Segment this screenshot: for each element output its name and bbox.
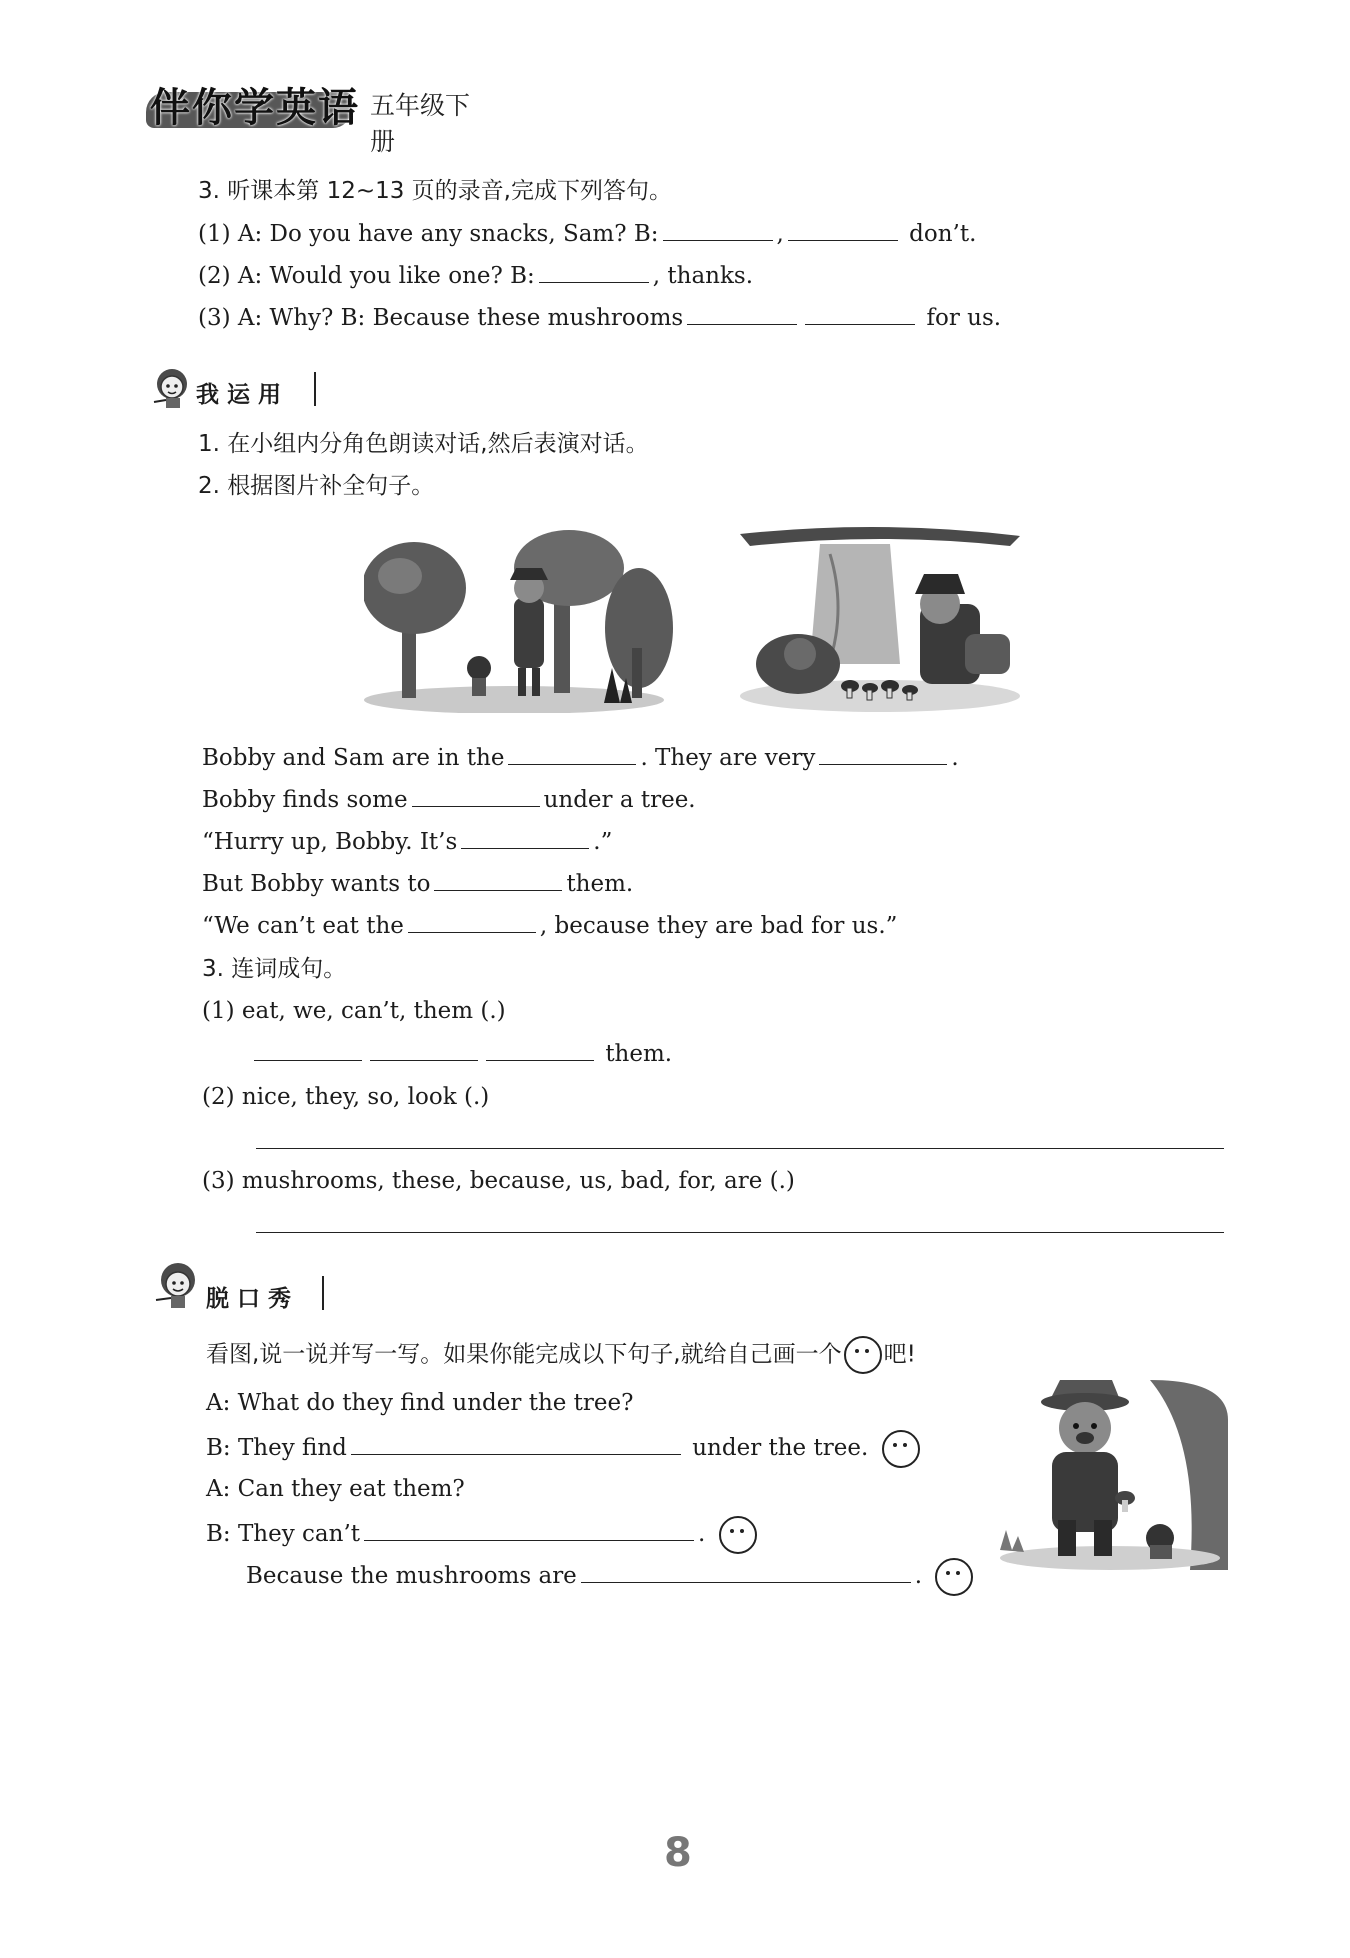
answer-blank[interactable] (408, 910, 536, 933)
answer-blank[interactable] (364, 1518, 694, 1541)
word-order-prompt-3: (3) mushrooms, these, because, us, bad, for, are (.) (202, 1168, 795, 1194)
word-order-answer-1: them. (250, 1038, 672, 1069)
mushrooms-under-tree-illustration (740, 524, 1020, 714)
listening-line-2: (2) A: Would you like one? B: , thanks. (198, 260, 753, 291)
listening-task-title: 3. 听课本第 12~13 页的录音,完成下列答句。 (198, 178, 672, 204)
story-sentence-2: Bobby finds some under a tree. (202, 784, 696, 815)
answer-blank[interactable] (805, 302, 915, 325)
section-talk-title: 脱口秀 (206, 1286, 299, 1312)
section-use-heading (146, 362, 326, 414)
story-sentence-4: But Bobby wants to them. (202, 868, 633, 899)
answer-blank[interactable] (461, 826, 589, 849)
dialogue-line-5: Because the mushrooms are . (246, 1558, 973, 1596)
dialogue-line-4: B: They can’t . (206, 1516, 757, 1554)
smiley-icon[interactable] (882, 1430, 920, 1468)
dialogue-line-1: A: What do they find under the tree? (206, 1390, 634, 1416)
use-item-1: 1. 在小组内分角色朗读对话,然后表演对话。 (198, 431, 649, 457)
boy-mascot-icon (150, 1256, 206, 1316)
talk-intro: 看图,说一说并写一写。如果你能完成以下句子,就给自己画一个 吧! (206, 1336, 916, 1374)
heading-divider (314, 372, 316, 406)
answer-blank[interactable] (581, 1560, 911, 1583)
word-order-prompt-1: (1) eat, we, can’t, them (.) (202, 998, 506, 1024)
story-sentence-1: Bobby and Sam are in the . They are very . (202, 742, 959, 773)
dialogue-line-3: A: Can they eat them? (206, 1476, 465, 1502)
answer-blank[interactable] (539, 260, 649, 283)
answer-blank[interactable] (486, 1038, 594, 1061)
girl-mascot-icon (146, 362, 198, 414)
section-talk-heading (150, 1256, 330, 1316)
answer-blank[interactable] (434, 868, 562, 891)
answer-line-2[interactable] (256, 1148, 1224, 1149)
answer-blank[interactable] (351, 1432, 681, 1455)
answer-blank[interactable] (663, 218, 773, 241)
listening-line-3: (3) A: Why? B: Because these mushrooms for us. (198, 302, 1001, 333)
page-number: 8 (664, 1830, 692, 1876)
answer-blank[interactable] (687, 302, 797, 325)
answer-blank[interactable] (819, 742, 947, 765)
smiley-icon[interactable] (719, 1516, 757, 1554)
answer-blank[interactable] (412, 784, 540, 807)
answer-blank[interactable] (508, 742, 636, 765)
heading-divider (322, 1276, 324, 1310)
brand-title: 伴你学英语 (150, 85, 360, 131)
section-use-title: 我运用 (196, 382, 289, 408)
answer-blank[interactable] (788, 218, 898, 241)
smiley-icon[interactable] (935, 1558, 973, 1596)
story-sentence-5: “We can’t eat the , because they are bad for us.” (202, 910, 897, 941)
smiley-icon (844, 1336, 882, 1374)
word-order-prompt-2: (2) nice, they, so, look (.) (202, 1084, 490, 1110)
forest-walk-illustration (364, 528, 674, 713)
dialogue-line-2: B: They find under the tree. (206, 1430, 920, 1468)
answer-line-3[interactable] (256, 1232, 1224, 1233)
answer-blank[interactable] (370, 1038, 478, 1061)
use-item-3: 3. 连词成句。 (202, 956, 347, 982)
answer-blank[interactable] (254, 1038, 362, 1061)
story-sentence-3: “Hurry up, Bobby. It’s .” (202, 826, 612, 857)
use-item-2: 2. 根据图片补全句子。 (198, 473, 435, 499)
bobby-with-mushroom-illustration (1000, 1380, 1228, 1570)
listening-line-1: (1) A: Do you have any snacks, Sam? B: , don’t. (198, 218, 976, 249)
book-header (146, 74, 476, 156)
grade-label: 五年级下册 (370, 91, 471, 156)
